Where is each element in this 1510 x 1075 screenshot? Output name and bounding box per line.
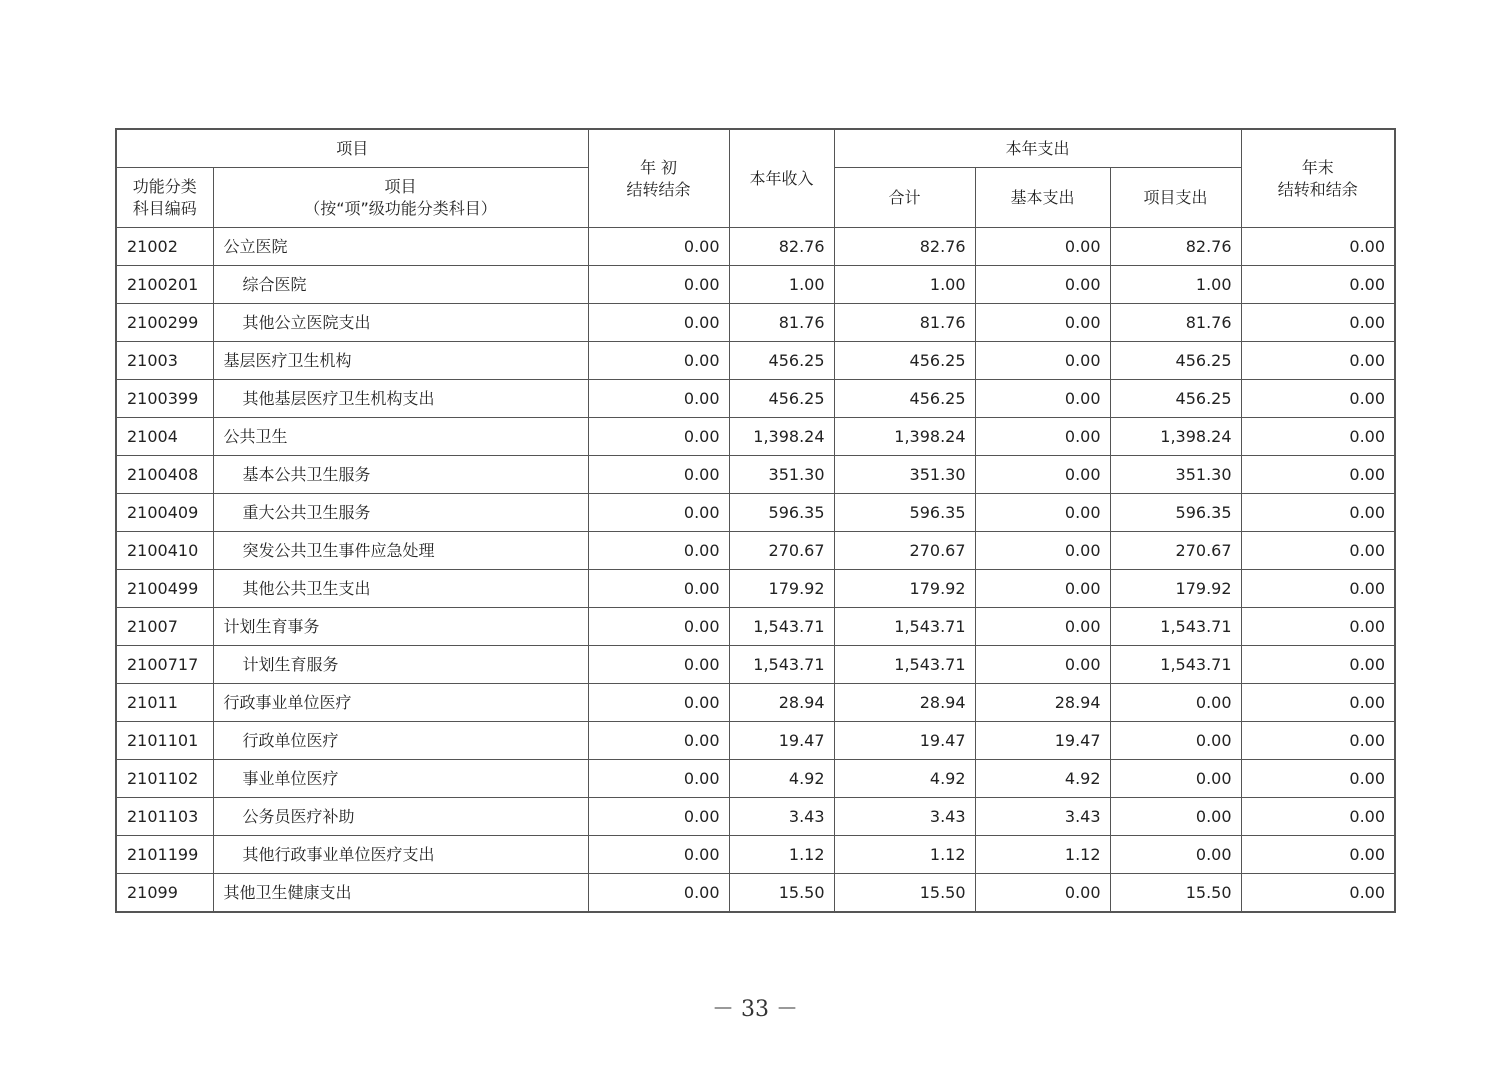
cell-project: 15.50 bbox=[1110, 874, 1241, 913]
cell-project: 82.76 bbox=[1110, 228, 1241, 266]
cell-closing: 0.00 bbox=[1241, 874, 1395, 913]
cell-name: 行政事业单位医疗 bbox=[213, 684, 588, 722]
cell-code: 2100717 bbox=[116, 646, 213, 684]
cell-total: 351.30 bbox=[834, 456, 975, 494]
table-row bbox=[116, 418, 1395, 456]
cell-income: 1.00 bbox=[729, 266, 834, 304]
cell-closing: 0.00 bbox=[1241, 266, 1395, 304]
header-income: 本年收入 bbox=[729, 129, 834, 228]
cell-total: 270.67 bbox=[834, 532, 975, 570]
cell-basic: 28.94 bbox=[975, 684, 1110, 722]
cell-code: 2100299 bbox=[116, 304, 213, 342]
cell-name: 基层医疗卫生机构 bbox=[213, 342, 588, 380]
cell-code: 2101103 bbox=[116, 798, 213, 836]
table-row bbox=[116, 304, 1395, 342]
cell-total: 1,543.71 bbox=[834, 608, 975, 646]
cell-income: 351.30 bbox=[729, 456, 834, 494]
cell-opening: 0.00 bbox=[588, 836, 729, 874]
cell-project: 1,543.71 bbox=[1110, 646, 1241, 684]
cell-total: 1,398.24 bbox=[834, 418, 975, 456]
cell-name: 基本公共卫生服务 bbox=[213, 456, 588, 494]
cell-basic: 0.00 bbox=[975, 380, 1110, 418]
cell-project: 351.30 bbox=[1110, 456, 1241, 494]
cell-closing: 0.00 bbox=[1241, 380, 1395, 418]
cell-opening: 0.00 bbox=[588, 608, 729, 646]
table-row bbox=[116, 494, 1395, 532]
cell-income: 28.94 bbox=[729, 684, 834, 722]
cell-income: 15.50 bbox=[729, 874, 834, 913]
cell-code: 21002 bbox=[116, 228, 213, 266]
cell-name: 其他行政事业单位医疗支出 bbox=[213, 836, 588, 874]
cell-opening: 0.00 bbox=[588, 266, 729, 304]
cell-project: 1,543.71 bbox=[1110, 608, 1241, 646]
cell-basic: 0.00 bbox=[975, 266, 1110, 304]
header-code: 功能分类 科目编码 bbox=[116, 168, 213, 228]
cell-basic: 0.00 bbox=[975, 456, 1110, 494]
cell-opening: 0.00 bbox=[588, 646, 729, 684]
cell-code: 2100499 bbox=[116, 570, 213, 608]
header-closing-balance: 年末 结转和结余 bbox=[1241, 129, 1395, 228]
cell-total: 3.43 bbox=[834, 798, 975, 836]
cell-closing: 0.00 bbox=[1241, 228, 1395, 266]
table-row bbox=[116, 836, 1395, 874]
cell-total: 596.35 bbox=[834, 494, 975, 532]
cell-code: 2100399 bbox=[116, 380, 213, 418]
cell-project: 596.35 bbox=[1110, 494, 1241, 532]
cell-closing: 0.00 bbox=[1241, 836, 1395, 874]
cell-total: 4.92 bbox=[834, 760, 975, 798]
table-row bbox=[116, 456, 1395, 494]
table-row bbox=[116, 608, 1395, 646]
cell-closing: 0.00 bbox=[1241, 570, 1395, 608]
cell-opening: 0.00 bbox=[588, 418, 729, 456]
cell-code: 2100201 bbox=[116, 266, 213, 304]
cell-basic: 0.00 bbox=[975, 646, 1110, 684]
cell-income: 3.43 bbox=[729, 798, 834, 836]
cell-total: 456.25 bbox=[834, 342, 975, 380]
cell-total: 179.92 bbox=[834, 570, 975, 608]
cell-total: 81.76 bbox=[834, 304, 975, 342]
cell-opening: 0.00 bbox=[588, 380, 729, 418]
table-row bbox=[116, 874, 1395, 913]
cell-project: 0.00 bbox=[1110, 798, 1241, 836]
cell-opening: 0.00 bbox=[588, 874, 729, 913]
cell-closing: 0.00 bbox=[1241, 608, 1395, 646]
cell-income: 456.25 bbox=[729, 342, 834, 380]
cell-basic: 1.12 bbox=[975, 836, 1110, 874]
header-item-group: 项目 bbox=[116, 129, 588, 168]
cell-name: 其他卫生健康支出 bbox=[213, 874, 588, 913]
cell-closing: 0.00 bbox=[1241, 760, 1395, 798]
table-row bbox=[116, 228, 1395, 266]
cell-total: 1.00 bbox=[834, 266, 975, 304]
cell-income: 456.25 bbox=[729, 380, 834, 418]
header-name: 项目 （按“项”级功能分类科目） bbox=[213, 168, 588, 228]
cell-total: 1,543.71 bbox=[834, 646, 975, 684]
cell-closing: 0.00 bbox=[1241, 684, 1395, 722]
cell-basic: 0.00 bbox=[975, 532, 1110, 570]
cell-income: 1,398.24 bbox=[729, 418, 834, 456]
cell-name: 事业单位医疗 bbox=[213, 760, 588, 798]
cell-opening: 0.00 bbox=[588, 570, 729, 608]
cell-opening: 0.00 bbox=[588, 456, 729, 494]
cell-code: 21007 bbox=[116, 608, 213, 646]
cell-total: 82.76 bbox=[834, 228, 975, 266]
cell-code: 2101199 bbox=[116, 836, 213, 874]
cell-code: 2100408 bbox=[116, 456, 213, 494]
table-header bbox=[116, 129, 1395, 228]
cell-basic: 0.00 bbox=[975, 342, 1110, 380]
cell-closing: 0.00 bbox=[1241, 494, 1395, 532]
cell-opening: 0.00 bbox=[588, 760, 729, 798]
cell-project: 456.25 bbox=[1110, 342, 1241, 380]
cell-name: 行政单位医疗 bbox=[213, 722, 588, 760]
cell-code: 2101101 bbox=[116, 722, 213, 760]
header-opening-balance: 年 初 结转结余 bbox=[588, 129, 729, 228]
table-row bbox=[116, 646, 1395, 684]
cell-project: 1.00 bbox=[1110, 266, 1241, 304]
cell-income: 19.47 bbox=[729, 722, 834, 760]
cell-income: 1.12 bbox=[729, 836, 834, 874]
cell-opening: 0.00 bbox=[588, 228, 729, 266]
cell-total: 1.12 bbox=[834, 836, 975, 874]
cell-project: 0.00 bbox=[1110, 722, 1241, 760]
cell-income: 1,543.71 bbox=[729, 646, 834, 684]
cell-closing: 0.00 bbox=[1241, 722, 1395, 760]
cell-project: 1,398.24 bbox=[1110, 418, 1241, 456]
table-row bbox=[116, 532, 1395, 570]
header-project: 项目支出 bbox=[1110, 168, 1241, 228]
cell-total: 28.94 bbox=[834, 684, 975, 722]
cell-project: 0.00 bbox=[1110, 760, 1241, 798]
header-basic: 基本支出 bbox=[975, 168, 1110, 228]
cell-project: 0.00 bbox=[1110, 836, 1241, 874]
cell-project: 270.67 bbox=[1110, 532, 1241, 570]
cell-name: 重大公共卫生服务 bbox=[213, 494, 588, 532]
cell-income: 81.76 bbox=[729, 304, 834, 342]
cell-code: 21011 bbox=[116, 684, 213, 722]
cell-opening: 0.00 bbox=[588, 304, 729, 342]
cell-name: 公务员医疗补助 bbox=[213, 798, 588, 836]
cell-income: 82.76 bbox=[729, 228, 834, 266]
cell-code: 2100410 bbox=[116, 532, 213, 570]
cell-closing: 0.00 bbox=[1241, 456, 1395, 494]
cell-name: 计划生育事务 bbox=[213, 608, 588, 646]
cell-closing: 0.00 bbox=[1241, 304, 1395, 342]
cell-code: 2100409 bbox=[116, 494, 213, 532]
cell-name: 突发公共卫生事件应急处理 bbox=[213, 532, 588, 570]
cell-basic: 19.47 bbox=[975, 722, 1110, 760]
cell-basic: 0.00 bbox=[975, 608, 1110, 646]
cell-income: 596.35 bbox=[729, 494, 834, 532]
cell-basic: 0.00 bbox=[975, 570, 1110, 608]
cell-code: 2101102 bbox=[116, 760, 213, 798]
cell-income: 4.92 bbox=[729, 760, 834, 798]
cell-project: 456.25 bbox=[1110, 380, 1241, 418]
cell-project: 81.76 bbox=[1110, 304, 1241, 342]
cell-closing: 0.00 bbox=[1241, 798, 1395, 836]
table-row bbox=[116, 266, 1395, 304]
cell-name: 综合医院 bbox=[213, 266, 588, 304]
cell-name: 其他基层医疗卫生机构支出 bbox=[213, 380, 588, 418]
cell-income: 270.67 bbox=[729, 532, 834, 570]
cell-opening: 0.00 bbox=[588, 798, 729, 836]
budget-table bbox=[115, 128, 1396, 913]
cell-opening: 0.00 bbox=[588, 532, 729, 570]
cell-name: 公立医院 bbox=[213, 228, 588, 266]
cell-code: 21004 bbox=[116, 418, 213, 456]
cell-name: 其他公共卫生支出 bbox=[213, 570, 588, 608]
table-row bbox=[116, 760, 1395, 798]
cell-opening: 0.00 bbox=[588, 722, 729, 760]
cell-closing: 0.00 bbox=[1241, 342, 1395, 380]
cell-project: 179.92 bbox=[1110, 570, 1241, 608]
page-number: － 33 － bbox=[712, 997, 798, 1022]
cell-opening: 0.00 bbox=[588, 494, 729, 532]
table-body bbox=[116, 228, 1395, 913]
cell-opening: 0.00 bbox=[588, 684, 729, 722]
cell-closing: 0.00 bbox=[1241, 418, 1395, 456]
table-row bbox=[116, 342, 1395, 380]
cell-name: 公共卫生 bbox=[213, 418, 588, 456]
table-row bbox=[116, 380, 1395, 418]
cell-project: 0.00 bbox=[1110, 684, 1241, 722]
cell-closing: 0.00 bbox=[1241, 532, 1395, 570]
cell-basic: 0.00 bbox=[975, 494, 1110, 532]
cell-name: 其他公立医院支出 bbox=[213, 304, 588, 342]
cell-income: 1,543.71 bbox=[729, 608, 834, 646]
cell-code: 21099 bbox=[116, 874, 213, 913]
cell-income: 179.92 bbox=[729, 570, 834, 608]
cell-code: 21003 bbox=[116, 342, 213, 380]
table-row bbox=[116, 798, 1395, 836]
cell-basic: 0.00 bbox=[975, 304, 1110, 342]
cell-name: 计划生育服务 bbox=[213, 646, 588, 684]
cell-basic: 0.00 bbox=[975, 228, 1110, 266]
cell-total: 456.25 bbox=[834, 380, 975, 418]
cell-basic: 0.00 bbox=[975, 874, 1110, 913]
cell-opening: 0.00 bbox=[588, 342, 729, 380]
header-total: 合计 bbox=[834, 168, 975, 228]
cell-basic: 3.43 bbox=[975, 798, 1110, 836]
cell-closing: 0.00 bbox=[1241, 646, 1395, 684]
cell-total: 19.47 bbox=[834, 722, 975, 760]
table-row bbox=[116, 684, 1395, 722]
table-row bbox=[116, 722, 1395, 760]
cell-basic: 0.00 bbox=[975, 418, 1110, 456]
header-expenditure-group: 本年支出 bbox=[834, 129, 1241, 168]
cell-total: 15.50 bbox=[834, 874, 975, 913]
cell-basic: 4.92 bbox=[975, 760, 1110, 798]
table-row bbox=[116, 570, 1395, 608]
